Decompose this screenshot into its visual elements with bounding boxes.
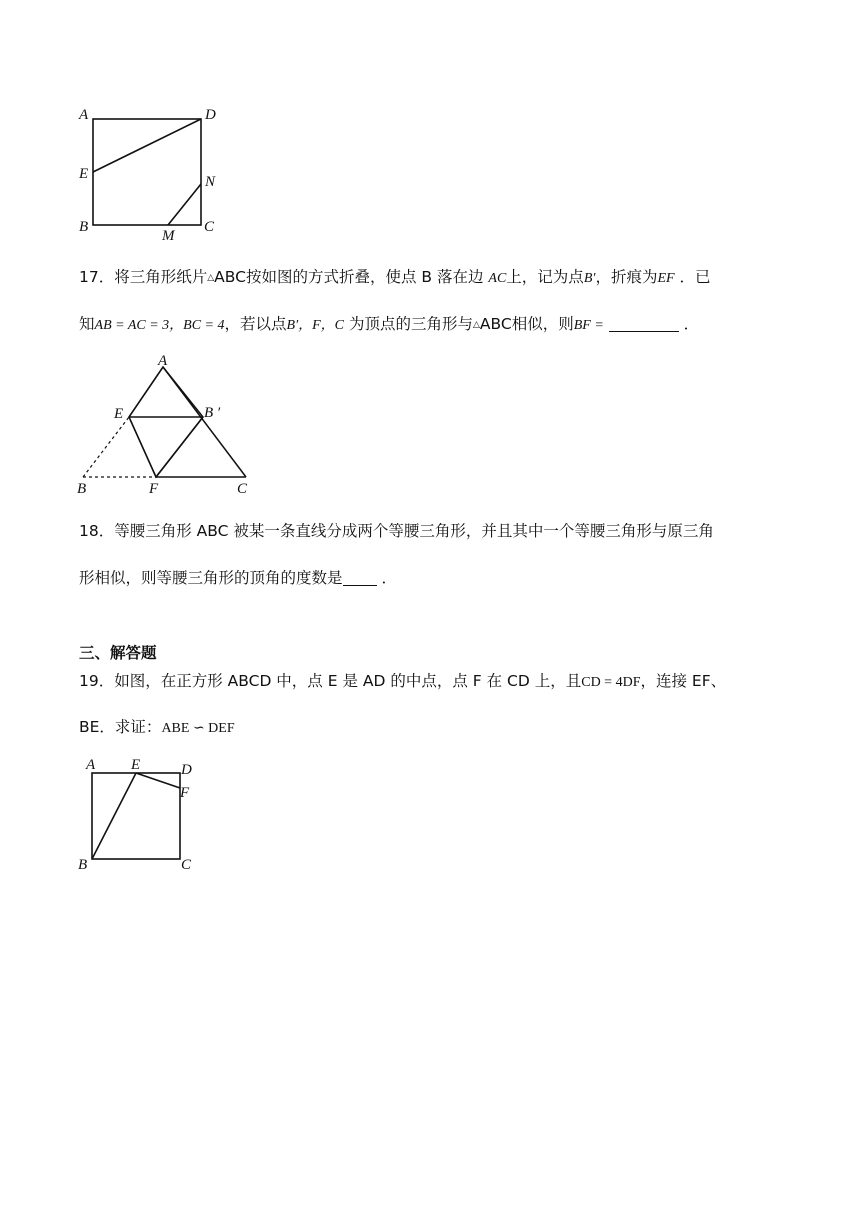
label-e: E — [79, 166, 89, 182]
q19-line2: BE．求证：ABE ∽ DEF — [79, 718, 235, 736]
label-b: B — [77, 481, 87, 497]
q17-line2: 知AB = AC = 3，BC = 4，若以点B′，F，C 为顶点的三角形与△ABC相似，则BF = ． — [79, 315, 700, 333]
label-c: C — [237, 481, 248, 497]
label-d: D — [205, 107, 216, 123]
label-d: D — [181, 762, 192, 778]
label-c: C — [204, 219, 215, 235]
figure-fold-triangle — [74, 350, 264, 498]
label-c: C — [181, 857, 192, 873]
section-heading: 三、解答题 — [79, 644, 157, 662]
segment-ef — [136, 773, 180, 788]
label-bprime: B ′ — [204, 405, 221, 421]
q19-number: 19 — [79, 672, 99, 690]
triangle-symbol: △ — [472, 320, 480, 330]
label-e: E — [131, 757, 141, 773]
label-a: A — [79, 107, 89, 123]
answer-blank[interactable] — [609, 317, 679, 332]
q17-line1: 17．将三角形纸片△ABC按如图的方式折叠，使点 B 落在边 AC上，记为点B′，折痕为EF ．已 — [79, 268, 711, 286]
segment-ef — [129, 417, 156, 477]
label-b: B — [79, 219, 89, 235]
q18-line1: 18．等腰三角形 ABC 被某一条直线分成两个等腰三角形，并且其中一个等腰三角形与原三角 — [79, 522, 714, 540]
q18-line2: 形相似，则等腰三角形的顶角的度数是 ． — [79, 569, 397, 587]
label-a: A — [86, 757, 96, 773]
square-abcd — [93, 119, 201, 225]
segment-mn — [168, 184, 201, 225]
label-n: N — [205, 174, 216, 190]
triangle-symbol: △ — [207, 273, 215, 283]
figure-square-abcd — [74, 752, 204, 878]
answer-blank[interactable] — [343, 571, 377, 586]
q19-line1: 19．如图，在正方形 ABCD 中，点 E 是 AD 的中点，点 F 在 CD 上，且CD = 4DF，连接 EF、 — [79, 672, 727, 690]
q18-number: 18 — [79, 522, 99, 540]
label-f: F — [149, 481, 159, 497]
segment-bpf — [156, 417, 203, 477]
label-a: A — [158, 353, 168, 369]
label-m: M — [162, 228, 175, 244]
square-abcd — [92, 773, 180, 859]
label-e: E — [114, 406, 124, 422]
figure-square-emn — [76, 100, 226, 245]
dashed-be — [83, 417, 129, 477]
label-f: F — [180, 785, 190, 801]
triangle-abc-upper — [129, 367, 203, 477]
segment-be — [92, 773, 136, 859]
segment-ed — [93, 119, 201, 172]
q17-number: 17 — [79, 268, 99, 286]
label-b: B — [78, 857, 88, 873]
